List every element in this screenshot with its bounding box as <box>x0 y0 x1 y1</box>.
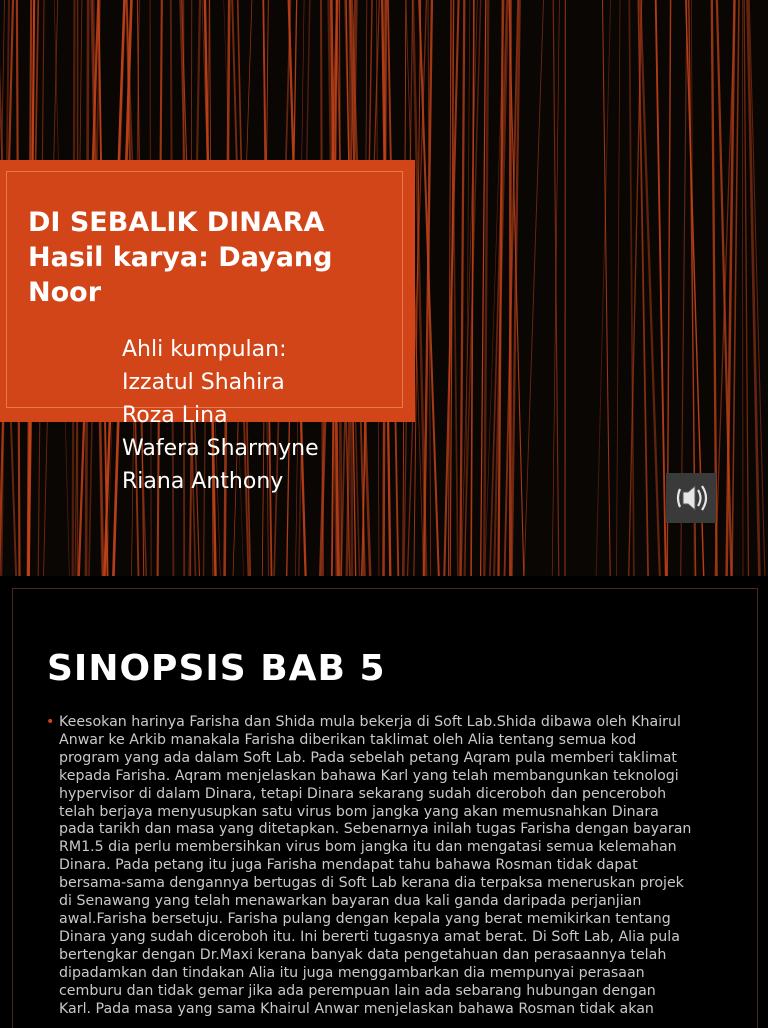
synopsis-paragraph <box>59 714 726 1018</box>
stripe <box>744 0 748 576</box>
stripe <box>742 0 743 576</box>
member-list <box>122 333 319 498</box>
member-name: Wafera Sharmyne <box>122 432 319 465</box>
stripe <box>717 0 732 576</box>
member-name: Roza Lina <box>122 399 319 432</box>
slide-title <box>28 205 398 310</box>
title-line: Hasil karya: Dayang <box>28 240 398 275</box>
paragraph-line: awal.Farisha bersetuju. Farisha pulang dengan kepala yang berat memikirkan tentang <box>59 911 726 929</box>
paragraph-line: telah berjaya menyusupkan satu virus bom jangka yang akan memusnahkan Dinara <box>59 804 726 822</box>
paragraph-line: kepada Farisha. Aqram menjelaskan bahawa Karl yang telah membangunkan teknologi <box>59 768 726 786</box>
member-name: Riana Anthony <box>122 465 319 498</box>
paragraph-line: Keesokan harinya Farisha dan Shida mula bekerja di Soft Lab.Shida dibawa oleh Khairul <box>59 714 726 732</box>
stripe <box>471 0 474 576</box>
paragraph-line: dipadamkan dan tindakan Alia itu juga menggambarkan dia mempunyai perasaan <box>59 965 726 983</box>
paragraph-line: bertengkar dengan Dr.Maxi kerana banyak data pengetahuan dan perasaannya telah <box>59 947 726 965</box>
stripe <box>748 0 760 576</box>
paragraph-line: di Senawang yang telah menawarkan bayaran dua kali ganda daripada perjanjian <box>59 893 726 911</box>
paragraph-line: cemburu dan tidak gemar jika ada perempuan lain ada sebarang hubungan dengan <box>59 983 726 1001</box>
paragraph-line: Dinara. Pada petang itu juga Farisha mendapat tahu bahawa Rosman tidak dapat <box>59 857 726 875</box>
paragraph-line: Dinara yang sudah diceroboh itu. Ini bererti tugasnya amat berat. Di Soft Lab, Alia pula <box>59 929 726 947</box>
member-name: Izzatul Shahira <box>122 366 319 399</box>
paragraph-line: hypervisor di dalam Dinara, tetapi Dinara sekarang sudah diceroboh dan penceroboh <box>59 786 726 804</box>
paragraph-line: program yang ada dalam Soft Lab. Pada sebelah petang Aqram pula memberi taklimat <box>59 750 726 768</box>
audio-button[interactable] <box>666 473 716 523</box>
title-line: DI SEBALIK DINARA <box>28 205 398 240</box>
synopsis-title: SINOPSIS BAB 5 <box>47 648 386 689</box>
bullet-marker: • <box>46 714 54 732</box>
paragraph-line: RM1.5 dia perlu membersihkan virus bom jangka itu dan mengatasi semua kelemahan <box>59 839 726 857</box>
paragraph-line: bersama-sama dengannya bertugas di Soft Lab kerana dia terpaksa meneruskan projek <box>59 875 726 893</box>
paragraph-line: pada tarikh dan masa yang ditetapkan. Sebenarnya inilah tugas Farisha dengan bayaran <box>59 821 726 839</box>
paragraph-line: Anwar ke Arkib manakala Farisha diberikan taklimat oleh Alia tentang semua kod <box>59 732 726 750</box>
paragraph-line: Karl. Pada masa yang sama Khairul Anwar menjelaskan bahawa Rosman tidak akan <box>59 1001 726 1019</box>
members-heading: Ahli kumpulan: <box>122 333 319 366</box>
title-line: Noor <box>28 275 398 310</box>
synopsis-slide <box>0 576 768 1024</box>
speaker-icon <box>671 477 711 519</box>
stripe <box>617 0 621 576</box>
stripe <box>524 0 543 576</box>
synopsis-body <box>46 714 726 1018</box>
